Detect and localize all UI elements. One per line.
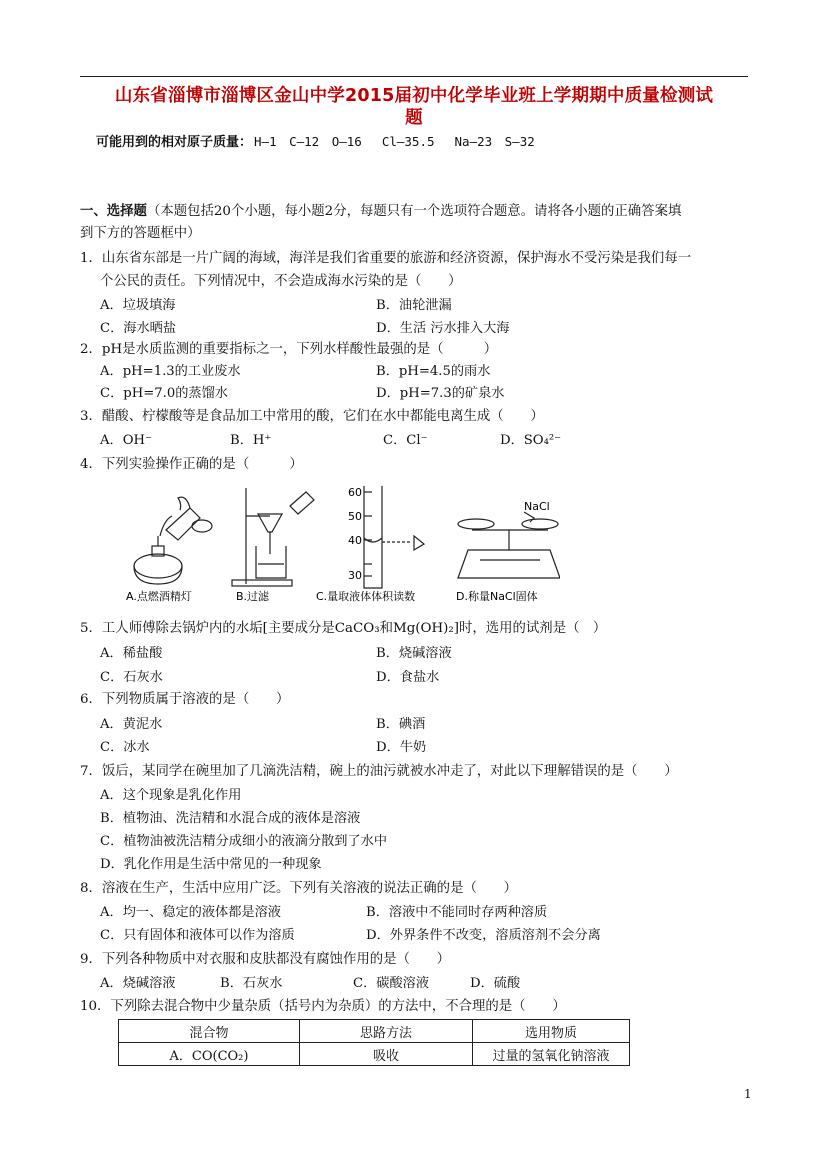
q1-option-a: A．垃圾填海 bbox=[100, 298, 176, 313]
table-cell: 吸收 bbox=[300, 1043, 473, 1066]
atomic-mass-label: 可能用到的相对原子质量： bbox=[96, 135, 253, 150]
q1-option-b: B．油轮泄漏 bbox=[376, 298, 452, 313]
atomic-mass-values: H—1 C—12 O—16 Cl—35.5 Na—23 S—32 bbox=[254, 134, 535, 149]
balance-illustration bbox=[458, 512, 560, 578]
caption-a: A.点燃酒精灯 bbox=[126, 590, 192, 603]
exam-title-line1: 山东省淄博市淄博区金山中学2015届初中化学毕业班上学期期中质量检测试 bbox=[114, 86, 714, 106]
q5-option-b: B．烧碱溶液 bbox=[376, 646, 452, 661]
table-header-cell: 混合物 bbox=[119, 1020, 300, 1043]
q7-option-d: D．乳化作用是生活中常见的一种现象 bbox=[100, 857, 322, 872]
filtration-illustration bbox=[232, 488, 314, 586]
question-4-stem: 4．下列实验操作正确的是（ ） bbox=[80, 457, 303, 472]
lab-operations-figure bbox=[120, 480, 560, 608]
q9-option-c: C．碳酸溶液 bbox=[353, 976, 430, 991]
exam-title-line2: 题 bbox=[405, 108, 423, 128]
q2-option-c: C．pH=7.0的蒸馏水 bbox=[100, 386, 228, 401]
scale-50: 50 bbox=[348, 510, 362, 523]
question-1-stem: 1．山东省东部是一片广阔的海域，海洋是我们省重要的旅游和经济资源，保护海水不受污染是我们每一 bbox=[80, 251, 692, 266]
q8-option-a: A．均一、稳定的液体都是溶液 bbox=[100, 905, 281, 920]
table-cell: 过量的氢氧化钠溶液 bbox=[473, 1043, 630, 1066]
q2-option-a: A．pH=1.3的工业废水 bbox=[100, 364, 241, 379]
section-heading-line bbox=[80, 201, 681, 222]
q8-option-c: C．只有固体和液体可以作为溶质 bbox=[100, 928, 295, 943]
question-7-stem: 7．饭后，某同学在碗里加了几滴洗洁精，碗上的油污就被水冲走了，对此以下理解错误的是（ ） bbox=[80, 764, 678, 779]
nacl-label: NaCl bbox=[524, 500, 550, 513]
q8-option-b: B．溶液中不能同时存两种溶质 bbox=[366, 905, 548, 920]
question-8-stem: 8．溶液在生产，生活中应用广泛。下列有关溶液的说法正确的是（ ） bbox=[80, 881, 518, 896]
scale-40: 40 bbox=[348, 534, 362, 547]
question-6-stem: 6．下列物质属于溶液的是（ ） bbox=[80, 692, 290, 707]
q9-option-d: D．硫酸 bbox=[470, 976, 521, 991]
caption-d: D.称量NaCl固体 bbox=[456, 590, 538, 603]
caption-b: B.过滤 bbox=[236, 590, 270, 603]
q7-option-c: C．植物油被洗洁精分成细小的液滴分散到了水中 bbox=[100, 834, 388, 849]
page-number: 1 bbox=[744, 1087, 752, 1101]
atomic-mass-note bbox=[96, 131, 535, 150]
q3-option-b: B．H⁺ bbox=[230, 433, 272, 448]
question-9-stem: 9．下列各种物质中对衣服和皮肤都没有腐蚀作用的是（ ） bbox=[80, 952, 451, 967]
question-5-stem: 5．工人师傅除去锅炉内的水垢[主要成分是CaCO₃和Mg(OH)₂]时，选用的试剂是（ ） bbox=[80, 621, 607, 636]
table-cell: A．CO(CO₂) bbox=[119, 1043, 300, 1066]
q6-option-d: D．牛奶 bbox=[376, 740, 427, 755]
q3-option-d: D．SO₄²⁻ bbox=[500, 433, 562, 448]
q5-option-c: C．石灰水 bbox=[100, 670, 163, 685]
q3-option-c: C．Cl⁻ bbox=[383, 433, 428, 448]
question-3-stem: 3．醋酸、柠檬酸等是食品加工中常用的酸，它们在水中都能电离生成（ ） bbox=[80, 409, 544, 424]
impurity-removal-table bbox=[118, 1019, 630, 1066]
q2-option-b: B．pH=4.5的雨水 bbox=[376, 364, 491, 379]
alcohol-lamp-illustration bbox=[134, 497, 212, 584]
header-rule bbox=[80, 76, 748, 77]
q9-option-b: B．石灰水 bbox=[220, 976, 283, 991]
q1-option-c: C．海水晒盐 bbox=[100, 321, 177, 336]
q1-option-d: D．生活 污水排入大海 bbox=[376, 321, 510, 336]
caption-c: C.量取液体体积读数 bbox=[316, 590, 416, 603]
q5-option-d: D．食盐水 bbox=[376, 670, 440, 685]
scale-60: 60 bbox=[348, 486, 362, 499]
section-intro-line1: （本题包括20个小题，每小题2分，每题只有一个选项符合题意。请将各小题的正确答案填 bbox=[146, 204, 682, 219]
section-heading: 一、选择题 bbox=[80, 203, 147, 219]
q7-option-a: A．这个现象是乳化作用 bbox=[100, 788, 242, 803]
q2-option-d: D．pH=7.3的矿泉水 bbox=[376, 386, 505, 401]
question-10-stem: 10．下列除去混合物中少量杂质（括号内为杂质）的方法中，不合理的是（ ） bbox=[80, 999, 566, 1014]
q9-option-a: A．烧碱溶液 bbox=[100, 976, 176, 991]
question-1-stem-cont: 个公民的责任。下列情况中，不会造成海水污染的是（ ） bbox=[100, 274, 462, 289]
q3-option-a: A．OH⁻ bbox=[100, 433, 152, 448]
table-header-cell: 选用物质 bbox=[473, 1020, 630, 1043]
q6-option-c: C．冰水 bbox=[100, 740, 150, 755]
q6-option-a: A．黄泥水 bbox=[100, 717, 163, 732]
scale-30: 30 bbox=[348, 569, 362, 582]
table-row bbox=[119, 1043, 630, 1066]
table-header-row bbox=[119, 1020, 630, 1043]
table-header-cell: 思路方法 bbox=[300, 1020, 473, 1043]
q5-option-a: A．稀盐酸 bbox=[100, 646, 163, 661]
q8-option-d: D．外界条件不改变，溶质溶剂不会分离 bbox=[366, 928, 601, 943]
section-intro-line2: 到下方的答题框中） bbox=[80, 226, 201, 241]
q7-option-b: B．植物油、洗洁精和水混合成的液体是溶液 bbox=[100, 811, 361, 826]
question-2-stem: 2．pH是水质监测的重要指标之一，下列水样酸性最强的是（ ） bbox=[80, 342, 498, 357]
q6-option-b: B．碘酒 bbox=[376, 717, 426, 732]
graduated-cylinder-illustration bbox=[364, 486, 424, 588]
